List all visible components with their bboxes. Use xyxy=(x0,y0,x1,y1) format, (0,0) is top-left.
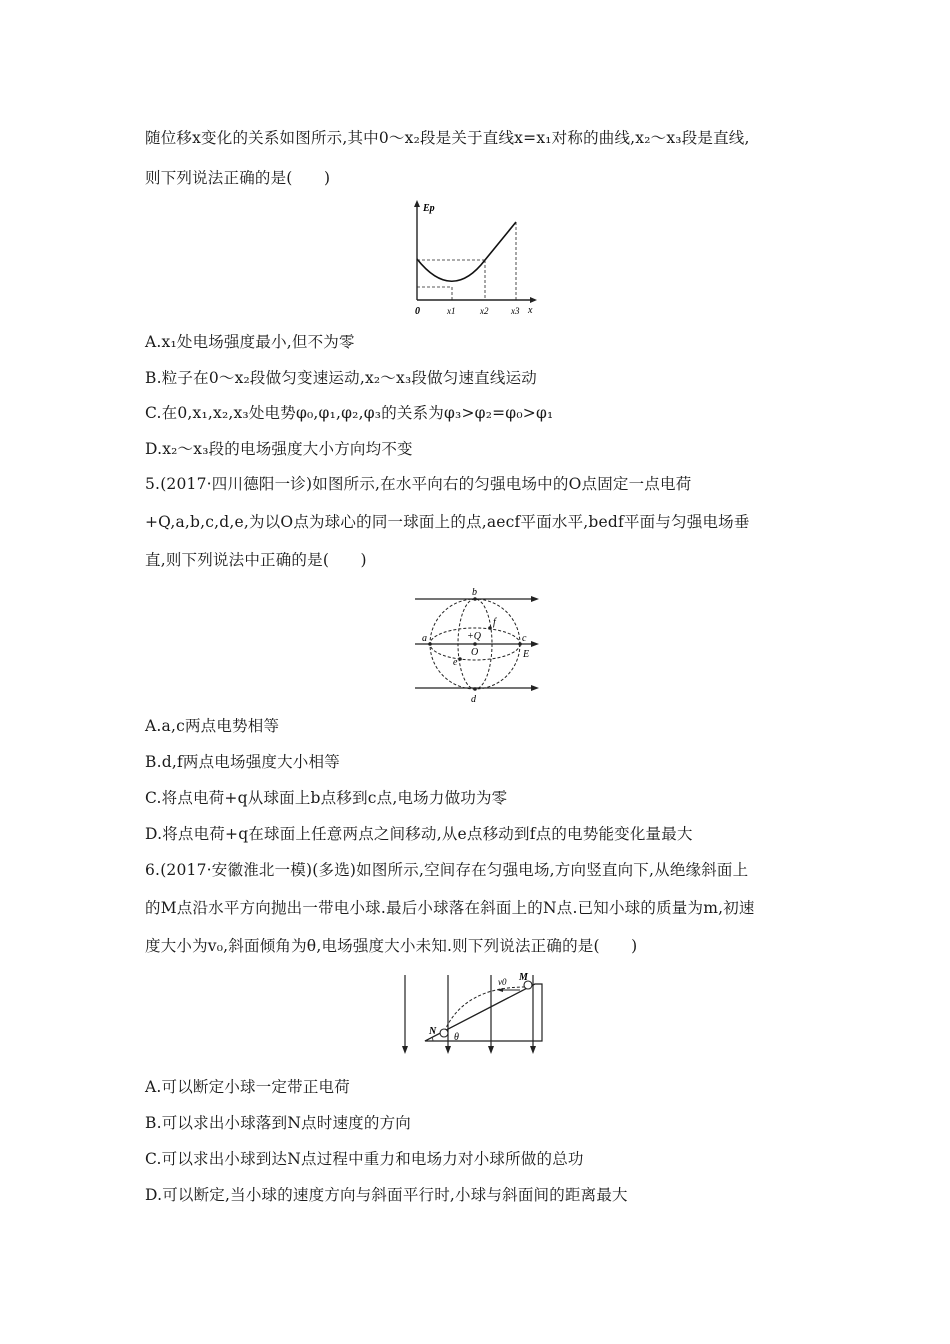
point-b-label: b xyxy=(472,587,477,598)
x3-label: x3 xyxy=(511,306,520,316)
question-5-cont: +Q,a,b,c,d,e,为以O点为球心的同一球面上的点,aecf平面水平,bedf平面与匀强电场垂 xyxy=(145,513,750,531)
angle-label: θ xyxy=(454,1032,459,1043)
option-a: A.x₁处电场强度最小,但不为零 xyxy=(145,333,355,351)
question-6: 6.(2017·安徽淮北一模)(多选)如图所示,空间存在匀强电场,方向竖直向下,从绝缘斜面上 xyxy=(145,861,749,879)
sphere-field-diagram xyxy=(405,585,550,705)
option-c: C.可以求出小球到达N点过程中重力和电场力对小球所做的总功 xyxy=(145,1150,584,1168)
option-c: C.将点电荷+q从球面上b点移到c点,电场力做功为零 xyxy=(145,789,508,807)
question-5-cont: 直,则下列说法中正确的是( ) xyxy=(145,551,367,569)
question-6-cont: 的M点沿水平方向抛出一带电小球.最后小球落在斜面上的N点.已知小球的质量为m,初速 xyxy=(145,899,755,917)
option-c: C.在0,x₁,x₂,x₃处电势φ₀,φ₁,φ₂,φ₃的关系为φ₃>φ₂=φ₀>φ₁ xyxy=(145,404,554,422)
question-6-cont: 度大小为v₀,斜面倾角为θ,电场强度大小未知.则下列说法正确的是( ) xyxy=(145,937,638,955)
option-b: B.粒子在0～x₂段做匀变速运动,x₂～x₃段做匀速直线运动 xyxy=(145,369,537,387)
point-n-label: N xyxy=(429,1026,437,1037)
option-b: B.d,f两点电场强度大小相等 xyxy=(145,753,340,771)
option-d: D.将点电荷+q在球面上任意两点之间移动,从e点移动到f点的电势能变化量最大 xyxy=(145,825,693,843)
field-label: E xyxy=(523,649,530,660)
option-d: D.可以断定,当小球的速度方向与斜面平行时,小球与斜面间的距离最大 xyxy=(145,1186,628,1204)
question-5: 5.(2017·四川德阳一诊)如图所示,在水平向右的匀强电场中的O点固定一点电荷 xyxy=(145,475,692,493)
center-label: O xyxy=(471,647,479,658)
x-axis-label: x xyxy=(528,305,533,316)
incline-projectile-diagram xyxy=(395,970,555,1060)
point-c-label: c xyxy=(522,633,527,644)
option-a: A.可以断定小球一定带正电荷 xyxy=(145,1078,350,1096)
point-d-label: d xyxy=(471,694,476,705)
text-line: 则下列说法正确的是( ) xyxy=(145,169,331,187)
option-b: B.可以求出小球落到N点时速度的方向 xyxy=(145,1114,411,1132)
point-m-label: M xyxy=(519,972,528,983)
text-line: 随位移x变化的关系如图所示,其中0～x₂段是关于直线x=x₁对称的曲线,x₂～x₃段是直线, xyxy=(145,129,750,147)
point-e-label: e xyxy=(453,657,458,668)
x1-label: x1 xyxy=(447,306,456,316)
x2-label: x2 xyxy=(480,306,489,316)
point-f-label: f xyxy=(493,617,496,628)
origin-label: 0 xyxy=(415,306,420,317)
charge-label: +Q xyxy=(467,631,481,642)
y-axis-label: Ep xyxy=(423,203,435,214)
option-d: D.x₂～x₃段的电场强度大小方向均不变 xyxy=(145,440,413,458)
energy-position-graph xyxy=(395,195,545,320)
point-a-label: a xyxy=(422,633,427,644)
option-a: A.a,c两点电势相等 xyxy=(145,717,280,735)
velocity-label: v0 xyxy=(498,977,507,987)
